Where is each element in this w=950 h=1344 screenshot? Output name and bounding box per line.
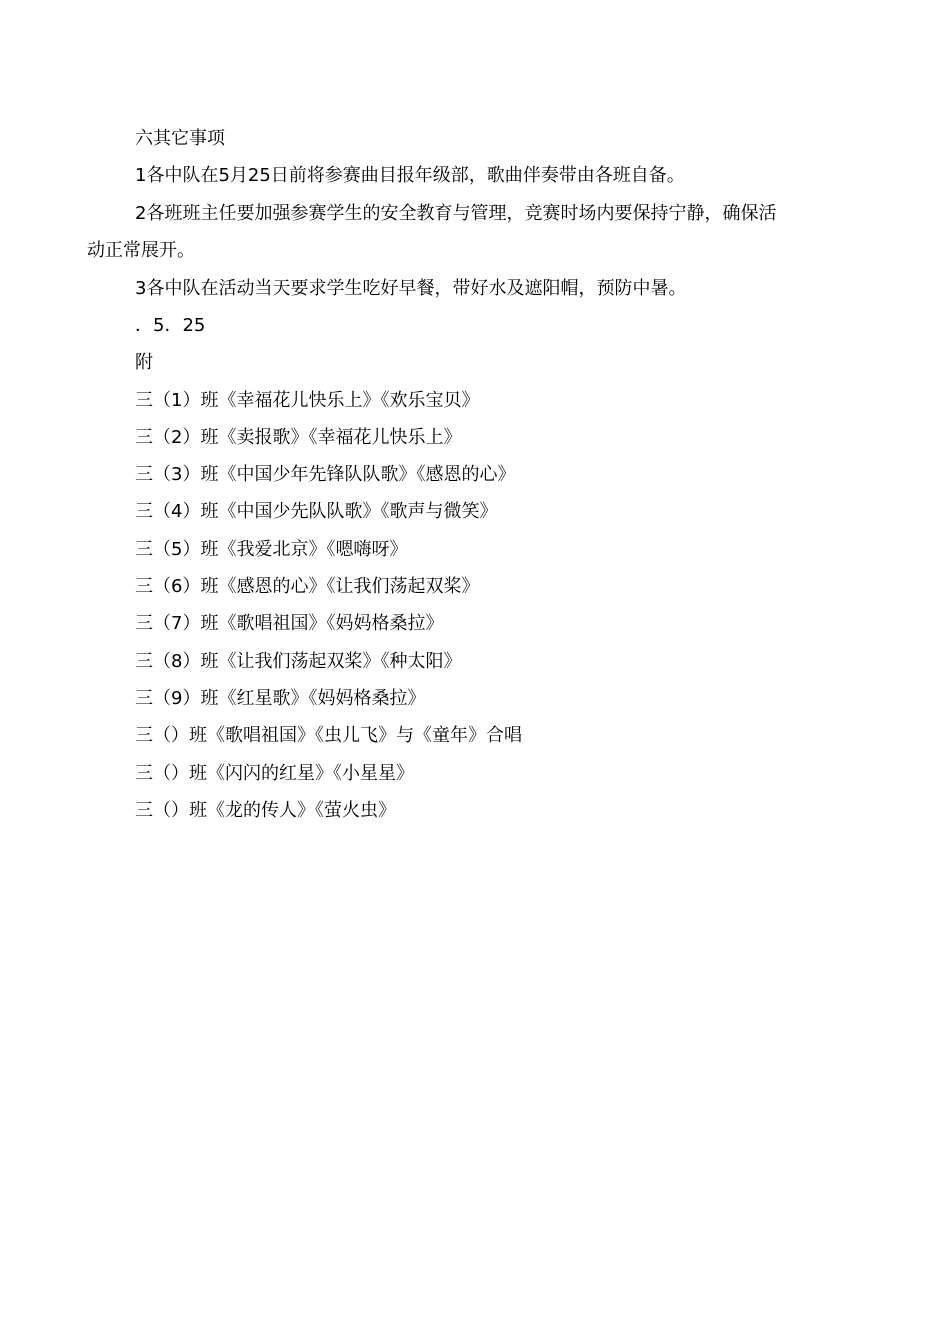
item-2: 2各班班主任要加强参赛学生的安全教育与管理，竞赛时场内要保持宁静，确保活 xyxy=(135,203,777,224)
item-2-continued: 动正常展开。 xyxy=(87,240,195,261)
class-entry-5: 三（5）班《我爱北京》《嗯嗨呀》 xyxy=(135,539,408,560)
class-entry-10: 三（）班《歌唱祖国》《虫儿飞》与《童年》合唱 xyxy=(135,725,522,746)
section-heading: 六其它事项 xyxy=(135,128,225,149)
class-entry-1: 三（1）班《幸福花儿快乐上》《欢乐宝贝》 xyxy=(135,390,480,411)
document-date: ．5．25 xyxy=(135,315,206,336)
class-entry-3: 三（3）班《中国少年先锋队队歌》《感恩的心》 xyxy=(135,464,516,485)
class-entry-7: 三（7）班《歌唱祖国》《妈妈格桑拉》 xyxy=(135,613,444,634)
class-entry-8: 三（8）班《让我们荡起双桨》《种太阳》 xyxy=(135,651,462,672)
class-entry-9: 三（9）班《红星歌》《妈妈格桑拉》 xyxy=(135,688,426,709)
appendix-label: 附 xyxy=(135,352,153,373)
class-entry-2: 三（2）班《卖报歌》《幸福花儿快乐上》 xyxy=(135,427,462,448)
item-3: 3各中队在活动当天要求学生吃好早餐，带好水及遮阳帽，预防中暑。 xyxy=(135,278,687,299)
class-entry-11: 三（）班《闪闪的红星》《小星星》 xyxy=(135,763,414,784)
class-entry-4: 三（4）班《中国少先队队歌》《歌声与微笑》 xyxy=(135,501,498,522)
class-entry-12: 三（）班《龙的传人》《萤火虫》 xyxy=(135,800,396,821)
class-entry-6: 三（6）班《感恩的心》《让我们荡起双桨》 xyxy=(135,576,480,597)
item-1: 1各中队在5月25日前将参赛曲目报年级部，歌曲伴奏带由各班自备。 xyxy=(135,165,685,186)
